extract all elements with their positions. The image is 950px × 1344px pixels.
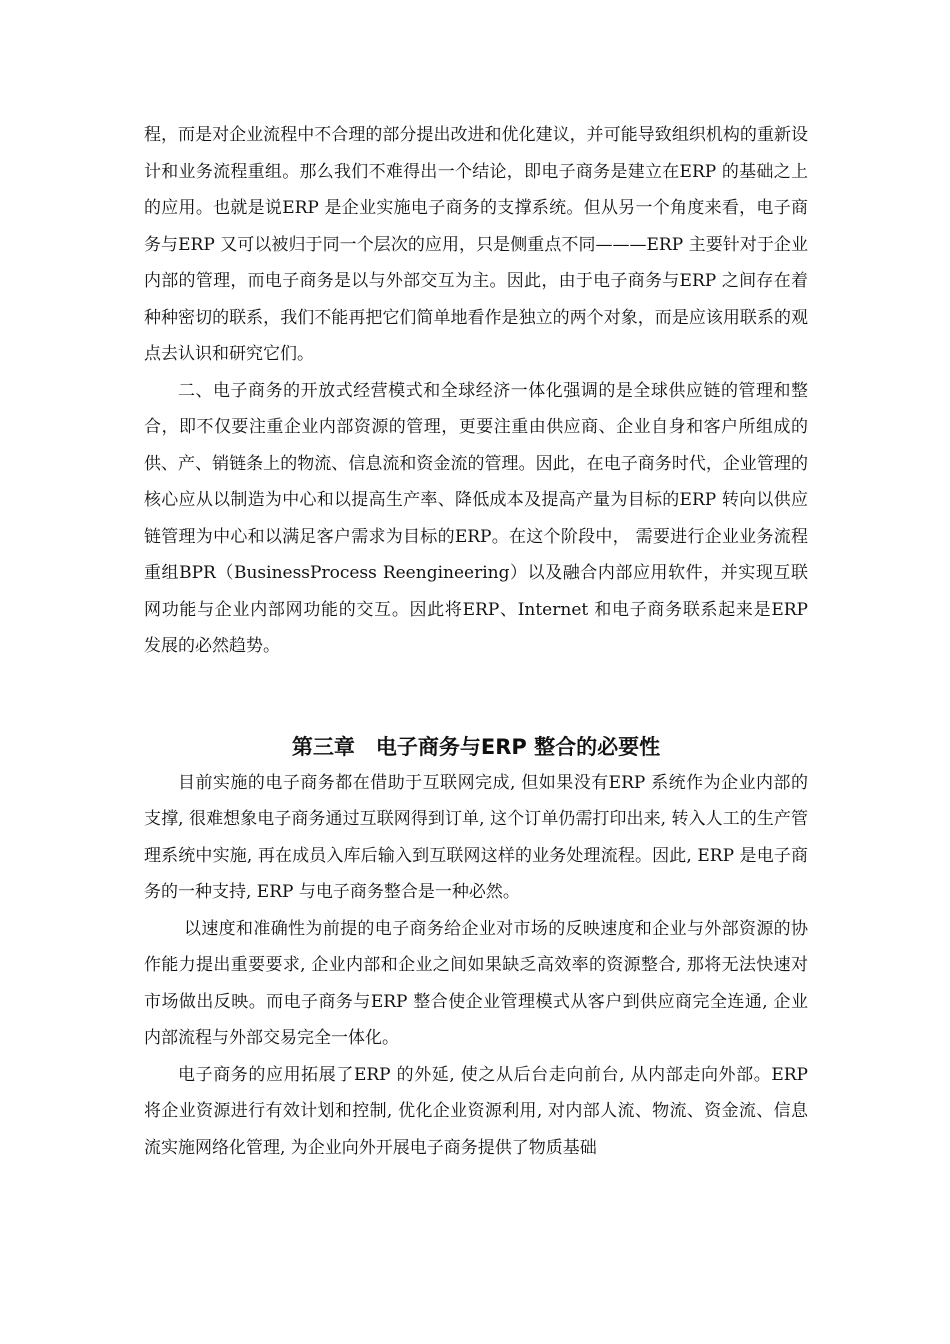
chapter-paragraph-1: 目前实施的电子商务都在借助于互联网完成, 但如果没有ERP 系统作为企业内部的支撑, 很难想象电子商务通过互联网得到订单, 这个订单仍需打印出来, 转入人工的生产管理系统中实施, 再在成员入库后输入到互联网这样的业务处理流程。因此, ERP 是电子商务的一种支持, ERP 与电子商务整合是一种必然。 bbox=[144, 772, 808, 902]
chapter-paragraph-3: 电子商务的应用拓展了ERP 的外延, 使之从后台走向前台, 从内部走向外部。ERP 将企业资源进行有效计划和控制, 优化企业资源利用, 对内部人流、物流、资金流、信息流实施网络化管理, 为企业向外开展电子商务提供了物质基础 bbox=[144, 1064, 814, 1158]
body-paragraph-1: 程，而是对企业流程中不合理的部分提出改进和优化建议，并可能导致组织机构的重新设计和业务流程重组。那么我们不难得出一个结论，即电子商务是建立在ERP 的基础之上的应用。也就是说ERP 是企业实施电子商务的支撑系统。但从另一个角度来看，电子商务与ERP 又可以被归于同一个层次的应用，只是侧重点不同———ERP 主要针对于企业内部的管理，而电子商务是以与外部交互为主。因此，由于电子商务与ERP 之间存在着种种密切的联系，我们不能再把它们简单地看作是独立的两个对象，而是应该用联系的观点去认识和研究它们。 bbox=[144, 125, 808, 364]
section-spacer bbox=[144, 665, 808, 729]
chapter-title: 第三章 电子商务与ERP 整合的必要性 bbox=[291, 734, 661, 759]
chapter-paragraph-2: 以速度和准确性为前提的电子商务给企业对市场的反映速度和企业与外部资源的协作能力提出重要要求, 企业内部和企业之间如果缺乏高效率的资源整合, 那将无法快速对市场做出反映。而电子商务与ERP 整合使企业管理模式从客户到供应商完全连通, 企业内部流程与外部交易完全一体化。 bbox=[144, 918, 808, 1048]
body-paragraph-2: 二、电子商务的开放式经营模式和全球经济一体化强调的是全球供应链的管理和整合，即不仅要注重企业内部资源的管理，更要注重由供应商、企业自身和客户所组成的供、产、销链条上的物流、信息流和资金流的管理。因此，在电子商务时代，企业管理的核心应从以制造为中心和以提高生产率、降低成本及提高产量为目标的ERP 转向以供应链管理为中心和以满足客户需求为目标的ERP。在这个阶段中， 需要进行企业业务流程重组BPR（BusinessProcess Reengineering）以及融合内部应用软件，并实现互联网功能与企业内部网功能的交互。因此将ERP、Internet 和电子商务联系起来是ERP 发展的必然趋势。 bbox=[144, 380, 814, 656]
document-page bbox=[144, 117, 814, 1166]
